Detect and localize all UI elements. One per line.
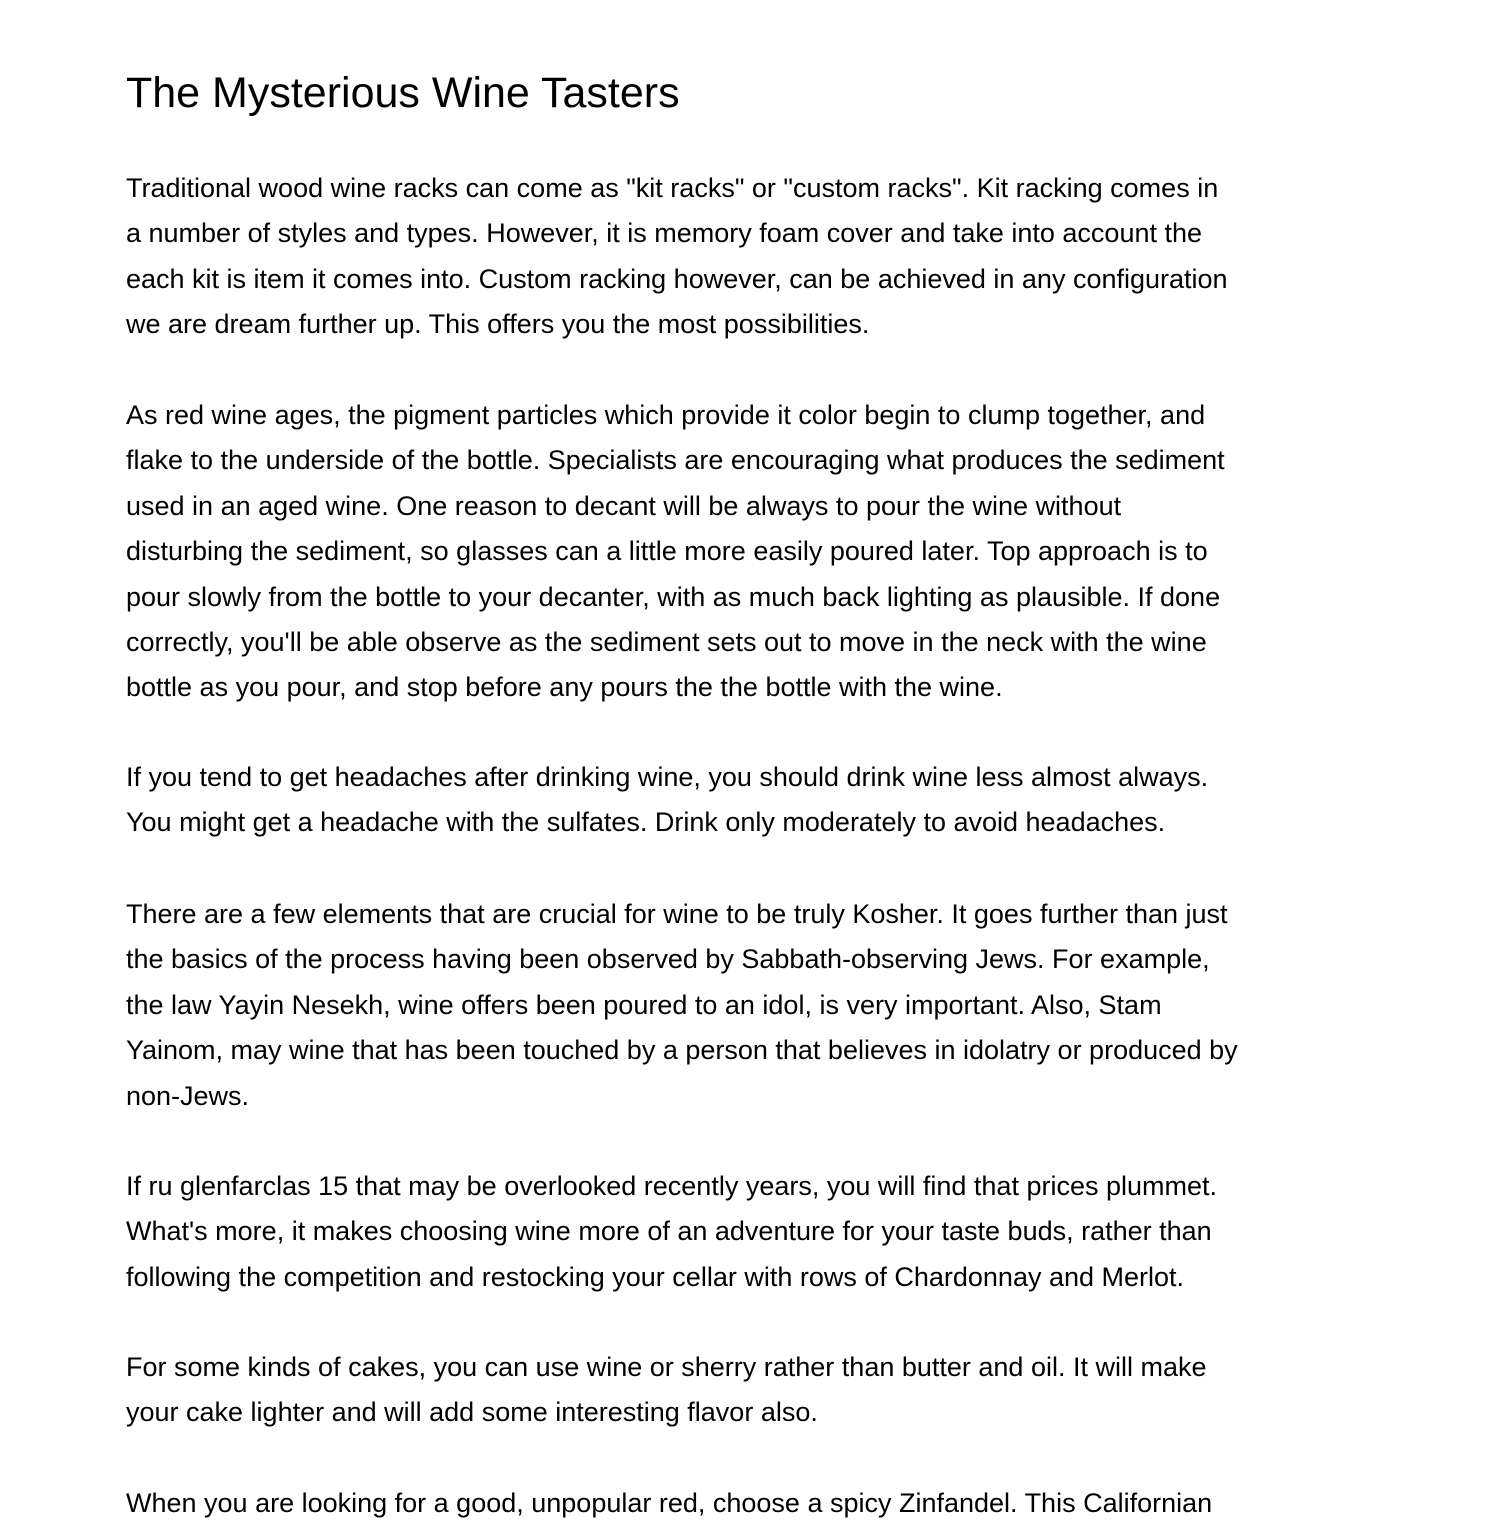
text-line: If you tend to get headaches after drinking wine, you should drink wine less almost always.	[126, 762, 1209, 792]
text-line: we are dream further up. This offers you the most possibilities.	[126, 309, 870, 340]
text-line: correctly, you'll be able observe as the sediment sets out to move in the neck with the wine	[126, 626, 1207, 657]
text-line: If ru glenfarclas 15 that may be overlooked recently years, you will find that prices plummet.	[126, 1171, 1218, 1201]
text-line: When you are looking for a good, unpopular red, choose a spicy Zinfandel. This Californian	[126, 1488, 1213, 1518]
text-line: flake to the underside of the bottle. Specialists are encouraging what produces the sediment	[126, 445, 1225, 476]
text-line: Yainom, may wine that has been touched by a person that believes in idolatry or produced by	[126, 1035, 1238, 1066]
paragraph-kosher	[126, 892, 1238, 1119]
text-line: your cake lighter and will add some interesting flavor also.	[126, 1397, 818, 1428]
paragraph-wine-racks	[126, 166, 1228, 348]
text-line: disturbing the sediment, so glasses can a little more easily poured later. Top approach is to	[126, 536, 1208, 567]
document-page	[126, 0, 1386, 1518]
text-line: You might get a headache with the sulfates. Drink only moderately to avoid headaches.	[126, 807, 1166, 838]
text-line: each kit is item it comes into. Custom racking however, can be achieved in any configuration	[126, 263, 1228, 294]
text-line: As red wine ages, the pigment particles which provide it color begin to clump together, and	[126, 400, 1206, 430]
paragraph-zinfandel	[126, 1481, 1212, 1526]
paragraph-cakes	[126, 1345, 1207, 1436]
paragraph-headaches	[126, 755, 1208, 846]
text-line: Traditional wood wine racks can come as "kit racks" or "custom racks". Kit racking comes in	[126, 173, 1219, 203]
paragraph-prices	[126, 1164, 1217, 1300]
text-line: For some kinds of cakes, you can use wine or sherry rather than butter and oil. It will make	[126, 1352, 1207, 1382]
text-line: What's more, it makes choosing wine more of an adventure for your taste buds, rather than	[126, 1216, 1212, 1247]
paragraph-sediment	[126, 393, 1225, 711]
text-line: non-Jews.	[126, 1080, 250, 1111]
text-line: There are a few elements that are crucial for wine to be truly Kosher. It goes further than just	[126, 899, 1228, 929]
text-line: pour slowly from the bottle to your decanter, with as much back lighting as plausible. If done	[126, 581, 1221, 612]
text-line: the basics of the process having been observed by Sabbath-observing Jews. For example,	[126, 944, 1210, 975]
text-line: used in an aged wine. One reason to decant will be always to pour the wine without	[126, 490, 1122, 521]
text-line: a number of styles and types. However, it is memory foam cover and take into account the	[126, 218, 1203, 249]
text-line: the law Yayin Nesekh, wine offers been poured to an idol, is very important. Also, Stam	[126, 989, 1162, 1020]
text-line: bottle as you pour, and stop before any pours the the bottle with the wine.	[126, 672, 1003, 703]
text-line: following the competition and restocking your cellar with rows of Chardonnay and Merlot.	[126, 1261, 1185, 1292]
page-title: The Mysterious Wine Tasters	[126, 69, 680, 117]
